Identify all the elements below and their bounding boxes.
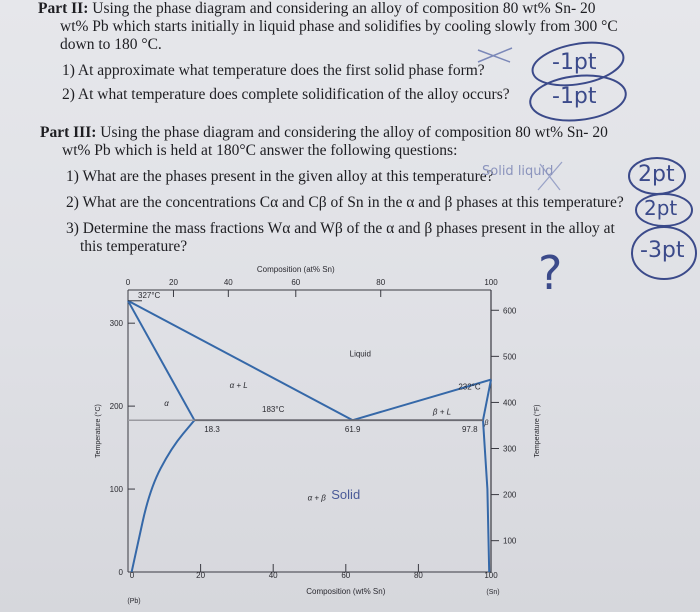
right-tick-label-300: 300 <box>503 444 517 454</box>
right-tick-label-400: 400 <box>503 398 517 408</box>
hand-answer-phases: Solid liquid <box>482 164 554 179</box>
bottom-tick-label-80: 80 <box>413 571 423 580</box>
solvus-left <box>132 420 195 572</box>
bottom-tick-label-40: 40 <box>268 571 278 580</box>
part3-line2: wt% Pb which is held at 180°C answer the following questions: <box>62 142 458 159</box>
hand-pts-q1: -1pt <box>552 50 597 75</box>
hand-p3-pts1: 2pt <box>638 162 675 187</box>
left-tick-label-300: 300 <box>109 319 123 329</box>
part3-heading: Part III: <box>40 124 97 141</box>
part2-line1-text: Using the phase diagram and considering an alloy of composition 80 wt% Sn- 20 <box>92 0 596 17</box>
bottom-tick-label-0: 0 <box>129 571 135 580</box>
bottom-axis-label: Composition (wt% Sn) <box>306 587 386 596</box>
part2-line3: down to 180 °C. <box>60 36 162 53</box>
sn-label: (Sn) <box>486 589 500 596</box>
right-axis-label: Temperature (°F) <box>534 404 541 458</box>
alpha-liquid-region: α + L <box>229 380 248 390</box>
top-tick-label-20: 20 <box>169 278 178 287</box>
hand-pts-q2: -1pt <box>552 84 597 109</box>
part2-heading: Part II: <box>38 0 89 17</box>
part3-question-1: 1) What are the phases present in the given alloy at this temperature? <box>66 168 494 185</box>
bottom-tick-label-60: 60 <box>341 571 351 580</box>
alpha-solvus-comp: 18.3 <box>204 425 220 435</box>
top-tick-label-100: 100 <box>484 278 498 287</box>
part2-line2: wt% Pb which starts initially in liquid phase and solidifies by cooling slowly from 300 °C <box>60 18 618 35</box>
top-axis-label: Composition (at% Sn) <box>256 265 335 274</box>
alpha-beta-region: α + β <box>307 493 326 503</box>
bottom-tick-label-100: 100 <box>484 571 498 580</box>
right-tick-label-100: 100 <box>503 536 517 546</box>
right-tick-label-600: 600 <box>503 306 517 316</box>
solidus-right <box>483 380 491 421</box>
top-tick-label-0: 0 <box>125 278 131 287</box>
eutectic-comp: 61.9 <box>344 425 361 435</box>
bottom-tick-label-20: 20 <box>196 571 206 580</box>
part3-line1-text: Using the phase diagram and considering the alloy of composition 80 wt% Sn- 20 <box>100 124 608 141</box>
left-axis-label: Temperature (°C) <box>95 404 102 458</box>
part3-question-3-cont: this temperature? <box>80 238 188 255</box>
pb-label: (Pb) <box>127 598 141 605</box>
right-tick-label-200: 200 <box>503 490 517 500</box>
liquid-region: Liquid <box>349 349 371 359</box>
left-tick-label-0: 0 <box>118 568 123 577</box>
part2-question-1: 1) At approximate what temperature does the first solid phase form? <box>62 62 485 79</box>
left-tick-label-200: 200 <box>109 402 123 412</box>
beta-solvus-comp: 97.8 <box>461 425 478 435</box>
left-tick-label-100: 100 <box>109 485 123 495</box>
hand-solid-note: Solid <box>331 487 361 503</box>
right-tick-label-500: 500 <box>503 352 517 362</box>
top-tick-label-40: 40 <box>223 278 233 287</box>
sn-melt-label: 232°C <box>458 382 481 392</box>
hand-p3-pts3: -3pt <box>640 238 685 263</box>
solvus-right <box>483 420 489 572</box>
top-tick-label-80: 80 <box>376 278 386 287</box>
beta-region: β <box>484 420 489 428</box>
alpha-region: α <box>164 399 169 409</box>
pb-melt-label: 327°C <box>138 290 161 300</box>
hand-p3-pts2: 2pt <box>644 196 678 220</box>
part2-question-2: 2) At what temperature does complete solidification of the alloy occurs? <box>62 86 510 103</box>
hand-question-mark: ? <box>538 246 563 300</box>
top-tick-label-60: 60 <box>291 278 301 287</box>
part3-question-2: 2) What are the concentrations Cα and Cβ of Sn in the α and β phases at this temperature? <box>66 194 624 211</box>
beta-liquid-region: β + L <box>432 407 452 417</box>
eutectic-temp-label: 183°C <box>262 405 285 415</box>
part3-question-3: 3) Determine the mass fractions Wα and Wβ of the α and β phases present in the alloy at <box>66 220 615 237</box>
